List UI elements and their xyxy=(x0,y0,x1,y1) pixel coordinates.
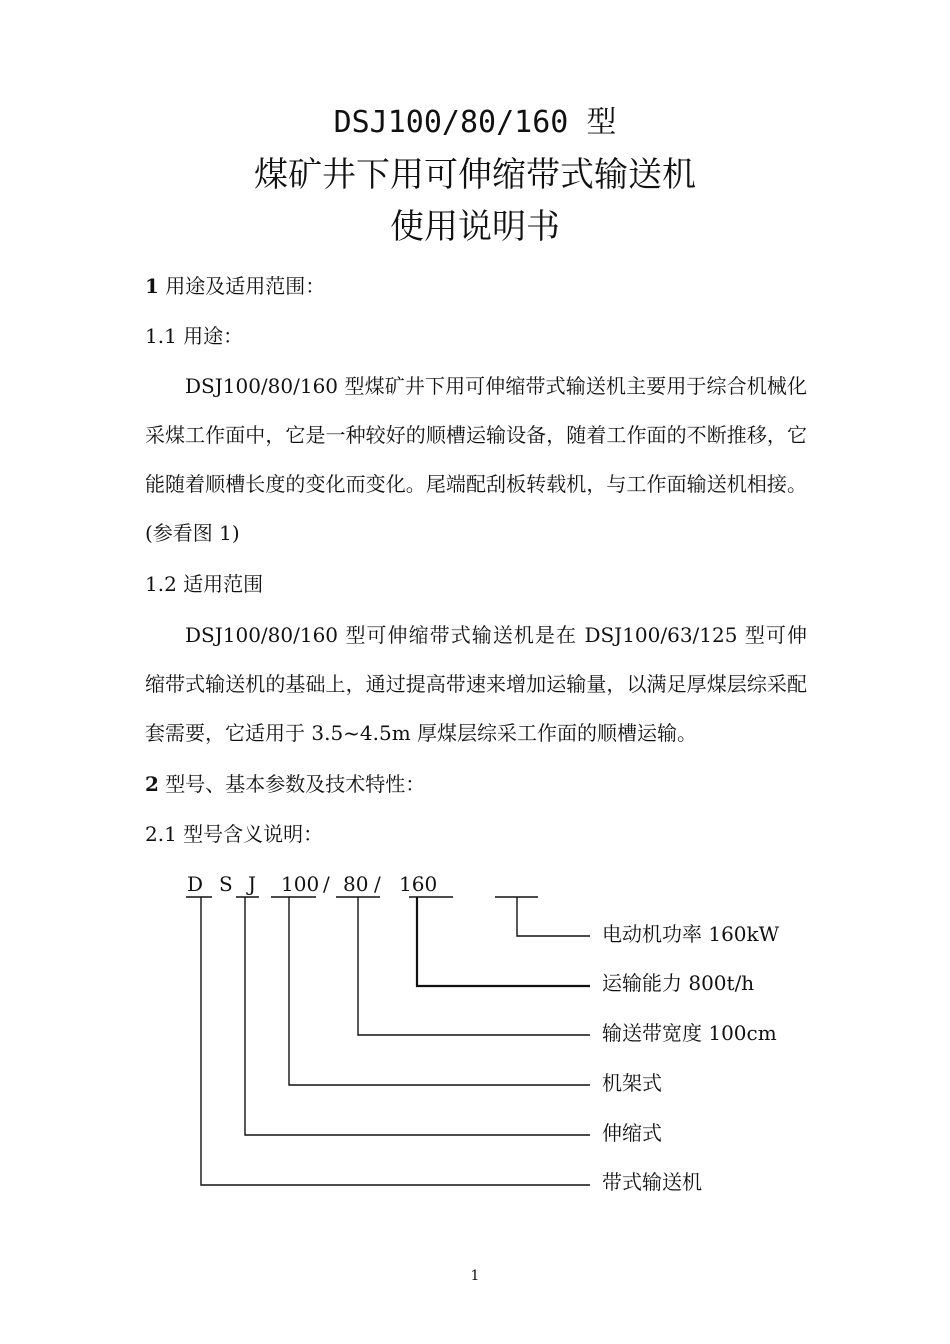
label-telescopic: 伸缩式 xyxy=(602,1121,662,1145)
document-title-model: DSJ100/80/160 型 xyxy=(333,105,617,140)
section-1-1-heading: 1.1 用途： xyxy=(145,324,244,348)
document-title-name: 煤矿井下用可伸缩带式输送机 xyxy=(254,155,696,195)
code-slash-2: / xyxy=(374,872,381,896)
code-power: 160 xyxy=(399,872,438,896)
label-capacity: 运输能力 800t/h xyxy=(602,971,755,995)
section-1-1-paragraph: DSJ100/80/160 型煤矿井下用可伸缩带式输送机主要用于综合机械化采煤工作面中，它是一种较好的顺槽运输设备，随着工作面的不断推移，它能随着顺槽长度的变化而变化。尾端配刮板转载机，与工作面输送机相接。 (参看图 1) xyxy=(145,374,807,545)
bracket-frame xyxy=(289,897,590,1085)
bracket-conveyor xyxy=(201,897,590,1185)
section-1-title: 用途及适用范围： xyxy=(158,274,326,298)
bracket-power xyxy=(517,897,590,936)
label-motor-power: 电动机功率 160kW xyxy=(602,922,780,946)
bracket-belt-width xyxy=(358,897,590,1035)
section-1-2-heading: 1.2 适用范围 xyxy=(145,572,264,596)
code-letter-j: J xyxy=(248,872,257,896)
section-2-title: 型号、基本参数及技术特性： xyxy=(158,772,426,796)
label-frame-type: 机架式 xyxy=(602,1071,662,1095)
label-belt-width: 输送带宽度 100cm xyxy=(602,1021,777,1045)
code-letter-d: D xyxy=(187,872,204,896)
code-width: 100 xyxy=(281,872,320,896)
code-slash-1: / xyxy=(323,872,330,896)
section-1-2-paragraph: DSJ100/80/160 型可伸缩带式输送机是在 DSJ100/63/125 型可伸缩带式输送机的基础上，通过提高带速来增加运输量，以满足厚煤层综采配套需要，它适用于 3.5~4.5m 厚煤层综采工作面的顺槽运输。 xyxy=(145,623,807,745)
section-1-number: 1 xyxy=(145,274,159,298)
bracket-capacity xyxy=(417,897,590,986)
section-2-1-heading: 2.1 型号含义说明： xyxy=(145,822,324,846)
document-title-manual: 使用说明书 xyxy=(390,207,560,247)
section-2-number: 2 xyxy=(145,772,159,796)
page-number: 1 xyxy=(470,1268,480,1284)
code-letter-s: S xyxy=(219,872,233,896)
label-belt-conveyor: 带式输送机 xyxy=(602,1170,702,1194)
code-capacity: 80 xyxy=(343,872,369,896)
